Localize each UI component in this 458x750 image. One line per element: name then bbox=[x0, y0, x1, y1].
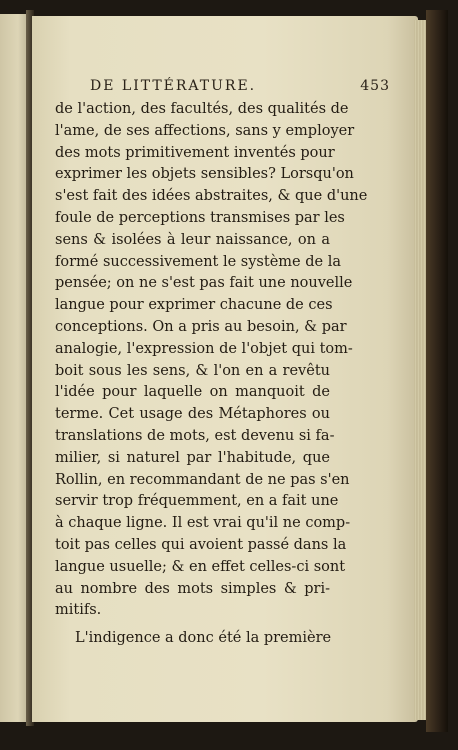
running-head bbox=[90, 78, 390, 98]
text-line: sens & isolées à leur naissance, on a bbox=[55, 231, 330, 248]
text-line: l'idée pour laquelle on manquoit de bbox=[55, 384, 330, 401]
text-line: formé successivement le système de la bbox=[55, 253, 341, 270]
text-line: terme. Cet usage des Métaphores ou bbox=[55, 406, 330, 423]
text-line: translations de mots, est devenu si fa- bbox=[55, 427, 335, 444]
body-text bbox=[55, 99, 368, 650]
paragraph-first-line: L'indigence a donc été la première bbox=[75, 630, 332, 647]
text-line: mitifs. bbox=[55, 602, 102, 619]
text-line: langue pour exprimer chacune de ces bbox=[55, 297, 333, 314]
text-line: analogie, l'expression de l'objet qui tom- bbox=[55, 340, 353, 357]
text-line: langue usuelle; & en effet celles-ci sont bbox=[55, 558, 346, 575]
text-line: boit sous les sens, & l'on en a revêtu bbox=[55, 362, 330, 379]
text-line: des mots primitivement inventés pour bbox=[55, 144, 335, 161]
book-cover-edge bbox=[426, 10, 448, 732]
text-line: à chaque ligne. Il est vrai qu'il ne comp- bbox=[55, 515, 351, 532]
text-line: de l'action, des facultés, des qualités de bbox=[55, 101, 349, 117]
text-line: milier, si naturel par l'habitude, que bbox=[55, 449, 330, 466]
running-head-title: DE LITTÉRATURE. bbox=[90, 78, 257, 94]
text-line: servir trop fréquemment, en a fait une bbox=[55, 493, 339, 510]
text-line: exprimer les objets sensibles? Lorsqu'on bbox=[55, 166, 354, 183]
text-line: conceptions. On a pris au besoin, & par bbox=[55, 318, 347, 335]
text-line: s'est fait des idées abstraites, & que d'une bbox=[55, 188, 368, 205]
text-line: Rollin, en recommandant de ne pas s'en bbox=[55, 471, 350, 488]
text-line: foule de perceptions transmises par les bbox=[55, 209, 345, 226]
text-line: l'ame, de ses affections, sans y employer bbox=[55, 122, 355, 139]
page-number: 453 bbox=[360, 78, 390, 94]
text-line: au nombre des mots simples & pri- bbox=[55, 580, 330, 597]
text-line: pensée; on ne s'est pas fait une nouvelle bbox=[55, 275, 353, 292]
text-line: toit pas celles qui avoient passé dans la bbox=[55, 536, 347, 553]
